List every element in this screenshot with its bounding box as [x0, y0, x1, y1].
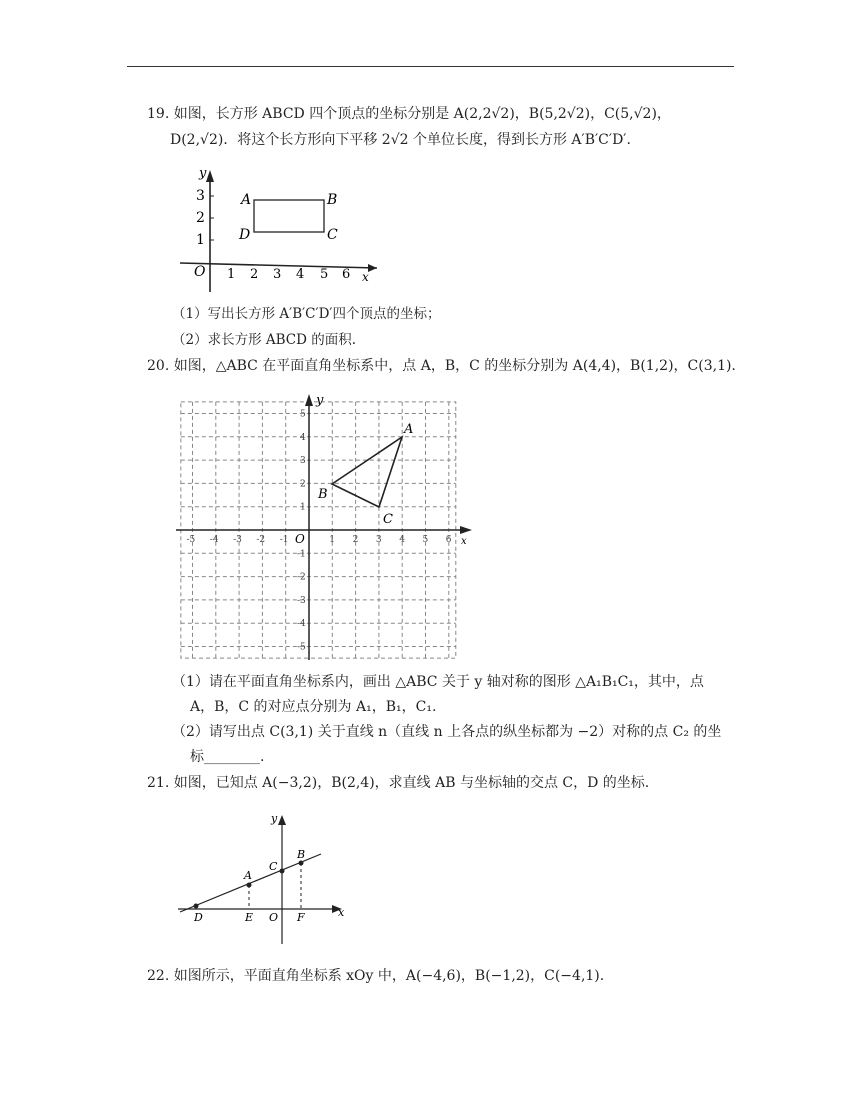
q21-label-O: O: [269, 911, 279, 924]
q21-label-B: B: [297, 848, 306, 861]
q20-xtick: -3: [233, 535, 242, 545]
q20-tick-labels: [187, 410, 452, 653]
q21-dot-C: [280, 869, 285, 874]
q19-xtick: 4: [296, 267, 305, 282]
q19-point-B: B: [327, 192, 338, 208]
q20-part2-a: （2）请写出点 C(3,1) 关于直线 n（直线 n 上各点的纵坐标都为 −2）对称的点 C₂ 的坐: [172, 724, 722, 740]
q20-xtick: 5: [422, 535, 429, 545]
q22-line1: 22. 如图所示，平面直角坐标系 xOy 中，A(−4,6)，B(−1,2)，C(−4,1).: [147, 968, 605, 984]
q21-figure: [176, 808, 356, 948]
q19-ytick: 2: [196, 210, 205, 226]
q21-label-F: F: [297, 911, 305, 924]
q20-point-C: C: [383, 512, 393, 527]
q21-y-label: y: [271, 812, 278, 825]
q19-origin: O: [194, 264, 206, 280]
q21-line1: 21. 如图，已知点 A(−3,2)，B(2,4)，求直线 AB 与坐标轴的交点 C，D 的坐标.: [147, 775, 650, 791]
q20-x-arrow: [460, 526, 472, 534]
q19-point-A: A: [241, 192, 252, 208]
q20-point-A: A: [404, 422, 414, 437]
q21-dot-B: [299, 861, 304, 866]
q19-part1: （1）写出长方形 A′B′C′D′四个顶点的坐标；: [172, 306, 441, 322]
q21-label-E: E: [245, 911, 254, 924]
q20-ytick: 3: [300, 456, 306, 467]
q20-xtick: -4: [209, 535, 219, 545]
q20-ytick: 4: [300, 432, 306, 443]
q20-x-label: x: [461, 536, 467, 547]
q20-xtick: 3: [375, 535, 382, 545]
q20-xtick: -1: [279, 535, 289, 545]
header-rule: [127, 66, 734, 67]
q19-xtick: 6: [342, 267, 351, 282]
q19-ytick: 1: [196, 232, 205, 248]
q20-ytick: 1: [300, 502, 306, 513]
q20-xtick: -5: [186, 535, 196, 545]
q19-rectangle: [254, 200, 324, 232]
q20-figure: [176, 392, 476, 664]
q21-dot-A: [247, 883, 252, 888]
q19-x-arrow: [368, 264, 377, 272]
q19-line1: 19. 如图，长方形 ABCD 四个顶点的坐标分别是 A(2,2√2)，B(5,2√2)，C(5,√2)，: [147, 106, 671, 122]
q20-y-label: y: [316, 393, 324, 408]
q19-part2: （2）求长方形 ABCD 的面积.: [172, 332, 357, 348]
q19-y-arrow: [206, 170, 214, 182]
q21-label-C: C: [269, 860, 278, 873]
q21-label-A: A: [244, 869, 252, 882]
q20-ytick: 5: [300, 409, 306, 420]
q20-triangle: [332, 437, 402, 507]
q20-xtick: 2: [352, 535, 359, 545]
q19-xtick: 3: [273, 267, 282, 282]
q20-xtick: 6: [445, 535, 452, 545]
q20-xtick: -2: [256, 535, 266, 545]
q20-xtick: 4: [399, 535, 405, 545]
q19-xtick: 1: [227, 267, 236, 282]
q20-part1-b: A，B，C 的对应点分别为 A₁，B₁，C₁.: [190, 699, 437, 715]
q20-ytick: -1: [297, 549, 306, 560]
q21-y-arrow: [278, 815, 286, 825]
q19-ytick: 3: [196, 188, 205, 204]
q21-label-D: D: [194, 911, 203, 924]
q20-ytick: -5: [297, 642, 306, 653]
q19-xtick: 2: [250, 267, 259, 282]
q21-dot-D: [194, 904, 199, 909]
q20-xtick: 1: [329, 535, 336, 545]
q20-ytick: 2: [300, 479, 306, 490]
q20-part1-a: （1）请在平面直角坐标系内，画出 △ABC 关于 y 轴对称的图形 △A₁B₁C₁，其中，点: [172, 674, 704, 690]
q20-ytick: -4: [297, 619, 306, 630]
q19-y-label: y: [199, 166, 207, 181]
q19-x-label: x: [362, 270, 369, 284]
q20-line1: 20. 如图，△ABC 在平面直角坐标系中，点 A，B，C 的坐标分别为 A(4,4)，B(1,2)，C(3,1).: [147, 358, 736, 374]
q20-ytick: -2: [297, 572, 306, 583]
q19-line2: D(2,√2)．将这个长方形向下平移 2√2 个单位长度，得到长方形 A′B′C′D′.: [170, 132, 631, 148]
q19-figure: [172, 160, 392, 300]
q19-xtick: 5: [320, 267, 329, 282]
q21-x-label: x: [338, 906, 345, 919]
q19-point-C: C: [327, 227, 338, 243]
q20-part2-b: 标________.: [190, 749, 265, 765]
q20-point-B: B: [318, 487, 328, 502]
q19-point-D: D: [239, 227, 251, 243]
q20-y-arrow: [305, 394, 313, 406]
q20-origin: O: [295, 532, 305, 546]
q20-ytick: -3: [297, 595, 306, 606]
